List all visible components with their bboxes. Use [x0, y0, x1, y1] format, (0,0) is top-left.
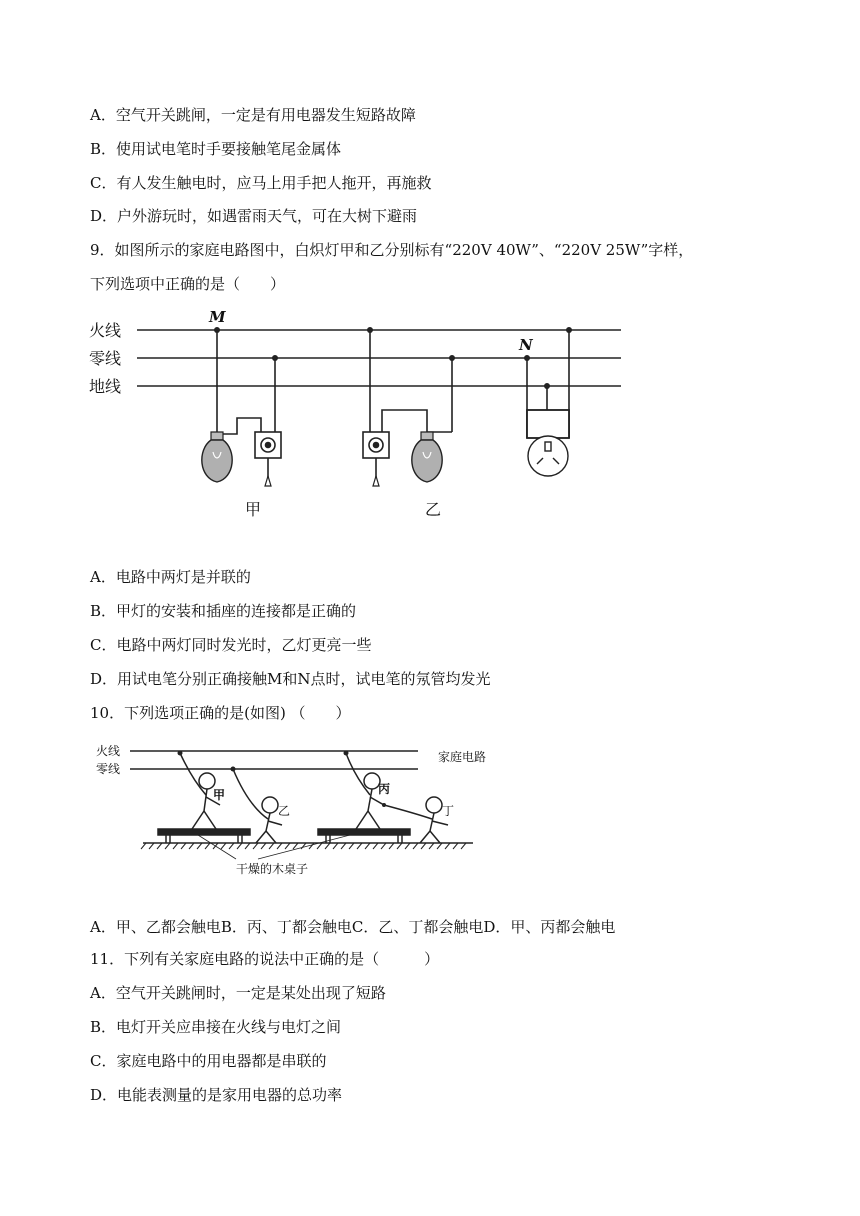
q10-label-person-b: 乙 — [278, 804, 291, 818]
label-point-m: M — [209, 308, 226, 326]
q9-circuit-diagram — [85, 300, 645, 530]
label-lamp-a: 甲 — [245, 500, 262, 519]
q10-label-wooden-table: 干燥的木桌子 — [236, 862, 309, 876]
q10-electric-shock-diagram — [88, 735, 518, 883]
q10-label-person-a: 甲 — [213, 788, 226, 802]
q10-stem: 10．下列选项正确的是(如图) （ ） — [90, 704, 351, 722]
q10-label-live: 火线 — [96, 744, 121, 758]
label-point-n: N — [519, 336, 533, 354]
label-ground-wire: 地线 — [89, 377, 122, 396]
q11-option-a: A．空气开关跳闸时，一定是某处出现了短路 — [90, 984, 386, 1002]
q10-label-person-c: 丙 — [378, 782, 391, 796]
label-lamp-b: 乙 — [425, 500, 442, 519]
q11-option-b: B．电灯开关应串接在火线与电灯之间 — [90, 1018, 342, 1036]
q9-stem-line2: 下列选项中正确的是（ ） — [90, 275, 286, 293]
q10-options: A．甲、乙都会触电B．丙、丁都会触电C．乙、丁都会触电D．甲、丙都会触电 — [90, 918, 616, 936]
q9-option-a: A．电路中两灯是并联的 — [90, 568, 251, 586]
q9-stem-line1: 9．如图所示的家庭电路图中，白炽灯甲和乙分别标有“220V 40W”、“220V 25W”字样， — [90, 241, 694, 259]
q11-stem: 11．下列有关家庭电路的说法中正确的是（ ） — [90, 950, 440, 968]
q11-option-d: D．电能表测量的是家用电器的总功率 — [90, 1086, 343, 1104]
q9-option-b: B．甲灯的安装和插座的连接都是正确的 — [90, 602, 357, 620]
q8-option-c: C．有人发生触电时，应马上用手把人拖开，再施救 — [90, 174, 432, 192]
q8-option-d: D．户外游玩时，如遇雷雨天气，可在大树下避雨 — [90, 207, 418, 225]
label-neutral-wire: 零线 — [89, 349, 122, 368]
q8-option-b: B．使用试电笔时手要接触笔尾金属体 — [90, 140, 342, 158]
q10-label-neutral: 零线 — [96, 762, 121, 776]
q11-option-c: C．家庭电路中的用电器都是串联的 — [90, 1052, 327, 1070]
label-live-wire: 火线 — [89, 321, 122, 340]
q10-label-person-d: 丁 — [442, 804, 455, 818]
q10-label-title: 家庭电路 — [438, 750, 487, 764]
q8-option-a: A．空气开关跳闸，一定是有用电器发生短路故障 — [90, 106, 416, 124]
q9-option-c: C．电路中两灯同时发光时，乙灯更亮一些 — [90, 636, 372, 654]
q9-option-d: D．用试电笔分别正确接触M和N点时，试电笔的氖管均发光 — [90, 670, 491, 688]
